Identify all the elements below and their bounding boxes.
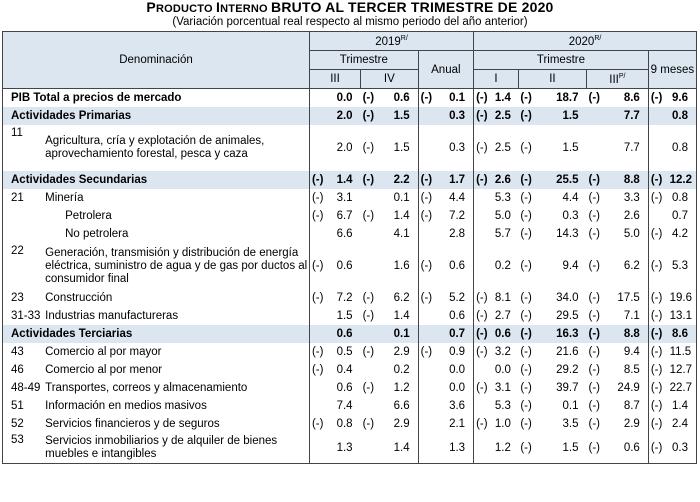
q1-2020-header: I bbox=[474, 70, 519, 89]
table-row: PIB Total a precios de mercado 0.0 (-) 0.6 (-) 0.1 (-) 1.4 (-) 18.7 (-) 8.6 (-) 9.6 bbox=[3, 89, 697, 108]
table-row: 22 Generación, transmisión y distribución de energía eléctrica, suministro de agua y de gas por ductos al consumidor final (-) 0.6 1.6 (-) 0.6 0.2 (-) 9.4 (-) 6.2 (-) 5.3 bbox=[3, 243, 697, 289]
report-title: PRODUCTO INTERNO BRUTO AL TERCER TRIMESTRE DE 2020 bbox=[146, 0, 554, 15]
table-row: Actividades Primarias 2.0 (-) 1.5 0.3 (-) 2.5 (-) 1.5 7.7 0.8 bbox=[3, 107, 697, 125]
table-row: 21 Minería (-) 3.1 0.1 (-) 4.4 5.3 (-) 4.4 (-) 3.3 (-) 0.8 bbox=[3, 189, 697, 207]
table-row: 23 Construcción (-) 7.2 (-) 6.2 (-) 5.2 (-) 8.1 (-) 34.0 (-) 17.5 (-) 19.6 bbox=[3, 289, 697, 307]
table-row: 31-33 Industrias manufactureras 1.5 (-) 1.4 0.6 (-) 2.7 (-) 29.5 (-) 7.1 (-) 13.1 bbox=[3, 307, 697, 325]
nine-months-header: 9 meses bbox=[648, 51, 696, 89]
year-2020-header: $2020^{R/}$ bbox=[474, 32, 697, 51]
q3-2020-header: $III^{P/}$ bbox=[587, 70, 649, 89]
table-row: 11 Agricultura, cría y explotación de animales, aprovechamiento forestal, pesca y caza 2.0 (-) 1.5 0.3 (-) 2.5 (-) 1.5 7.7 0.8 bbox=[3, 125, 697, 171]
denominacion-header: Denominación bbox=[3, 32, 310, 89]
table-row: 52 Servicios financieros y de seguros (-) 0.8 (-) 2.9 2.1 (-) 1.0 (-) 3.5 (-) 2.9 (-) 2.4 bbox=[3, 415, 697, 433]
report-subtitle: (Variación porcentual real respecto al mismo periodo del año anterior) bbox=[172, 16, 528, 28]
year-2019-header: $2019^{R/}$ bbox=[309, 32, 473, 51]
table-row: Petrolera (-) 6.7 (-) 1.4 (-) 7.2 5.0 (-) 0.3 (-) 2.6 0.7 bbox=[3, 207, 697, 225]
table-row: 43 Comercio al por mayor (-) 0.5 (-) 2.9 (-) 0.9 (-) 3.2 (-) 21.6 (-) 9.4 (-) 11.5 bbox=[3, 343, 697, 361]
gdp-table bbox=[2, 31, 697, 464]
table-row: No petrolera 6.6 4.1 2.8 5.7 (-) 14.3 (-) 5.0 (-) 4.2 bbox=[3, 225, 697, 243]
table-row: 46 Comercio al por menor (-) 0.4 0.2 0.0 0.0 (-) 29.2 (-) 8.5 (-) 12.7 bbox=[3, 361, 697, 379]
q4-2019-header: IV bbox=[361, 70, 419, 89]
table-row: Actividades Secundarias (-) 1.4 (-) 2.2 (-) 1.7 (-) 2.6 (-) 25.5 (-) 8.8 (-) 12.2 bbox=[3, 171, 697, 189]
table-row: Actividades Terciarias 0.6 0.1 0.7 (-) 0.6 (-) 16.3 (-) 8.8 (-) 8.6 bbox=[3, 325, 697, 343]
q3-2019-header: III bbox=[309, 70, 360, 89]
table-row: 48-49 Transportes, correos y almacenamiento 0.6 (-) 1.2 0.0 (-) 3.1 (-) 39.7 (-) 24.9 (-) 22.7 bbox=[3, 379, 697, 397]
q2-2020-header: II bbox=[518, 70, 586, 89]
table-row: 51 Información en medios masivos 7.4 6.6 3.6 5.3 (-) 0.1 (-) 8.7 (-) 1.4 bbox=[3, 397, 697, 415]
table-row: 53 Servicios inmobiliarios y de alquiler de bienes muebles e intangibles 1.3 1.4 1.3 1.2 (-) 1.5 (-) 0.6 (-) 0.3 bbox=[3, 433, 697, 464]
anual-header: Anual bbox=[418, 51, 473, 89]
trimestre-2020-header: Trimestre bbox=[474, 51, 649, 70]
trimestre-2019-header: Trimestre bbox=[309, 51, 418, 70]
